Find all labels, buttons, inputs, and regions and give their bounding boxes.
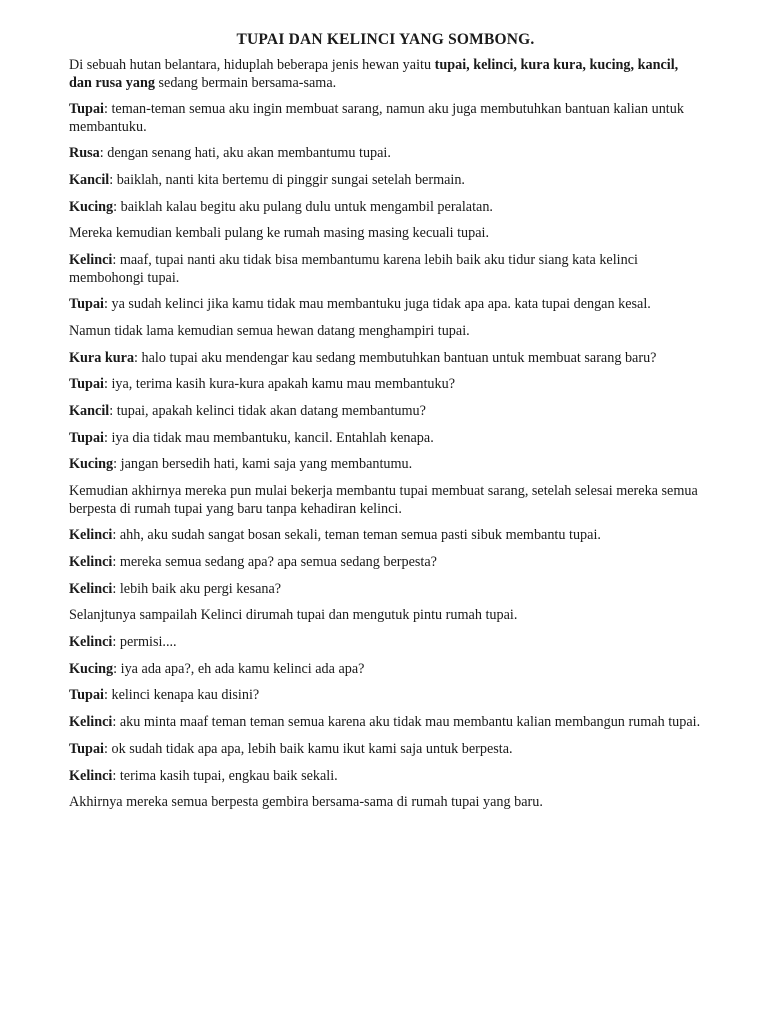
dialogue-line bbox=[69, 430, 702, 448]
dialogue-text: : aku minta maaf teman teman semua karena aku tidak mau membantu kalian membangun rumah tupai. bbox=[112, 714, 701, 731]
speaker-name: Kelinci bbox=[69, 252, 113, 269]
dialogue-line bbox=[69, 661, 702, 679]
speaker-name: Tupai bbox=[69, 376, 104, 393]
dialogue-line bbox=[69, 554, 702, 572]
speaker-name: Kelinci bbox=[69, 634, 113, 651]
dialogue-text: : baiklah, nanti kita bertemu di pinggir sungai setelah bermain. bbox=[109, 172, 465, 189]
dialogue-text: : mereka semua sedang apa? apa semua sedang berpesta? bbox=[112, 554, 437, 570]
dialogue-text: : ok sudah tidak apa apa, lebih baik kamu ikut kami saja untuk berpesta. bbox=[103, 740, 513, 757]
dialogue-line bbox=[69, 350, 702, 368]
dialogue-line bbox=[69, 714, 702, 732]
speaker-name: Tupai bbox=[69, 740, 104, 757]
document-title: TUPAI DAN KELINCI YANG SOMBONG. bbox=[236, 31, 535, 48]
dialogue-line bbox=[69, 403, 702, 421]
narration-paragraph bbox=[69, 483, 702, 518]
speaker-name: Kancil bbox=[69, 403, 110, 420]
dialogue-text: : iya dia tidak mau membantuku, kancil. Entahlah kenapa. bbox=[103, 429, 434, 446]
speaker-name: Tupai bbox=[69, 296, 104, 313]
intro-text-end: sedang bermain bersama-sama. bbox=[154, 74, 337, 91]
speaker-name: Tupai bbox=[69, 687, 104, 704]
narration-text: Akhirnya mereka semua berpesta gembira bersama-sama di rumah tupai yang baru. bbox=[69, 794, 543, 811]
dialogue-text: : lebih baik aku pergi kesana? bbox=[112, 580, 282, 597]
dialogue-text: : terima kasih tupai, engkau baik sekali. bbox=[112, 767, 338, 784]
dialogue-text: : iya, terima kasih kura-kura apakah kamu mau membantuku? bbox=[103, 376, 456, 393]
dialogue-line bbox=[69, 741, 702, 759]
dialogue-line bbox=[69, 145, 702, 163]
speaker-name: Kelinci bbox=[69, 767, 113, 784]
narration-paragraph bbox=[69, 323, 702, 341]
dialogue-text: : baiklah kalau begitu aku pulang dulu untuk mengambil peralatan. bbox=[113, 198, 493, 215]
dialogue-line bbox=[69, 581, 702, 599]
intro-animals: tupai, kelinci, kura kura, kucing, kancil, dan rusa yang bbox=[69, 57, 679, 91]
dialogue-line bbox=[69, 101, 702, 136]
dialogue-text: : iya ada apa?, eh ada kamu kelinci ada apa? bbox=[113, 660, 365, 677]
dialogue-line bbox=[69, 172, 702, 190]
dialogue-text: : jangan bersedih hati, kami saja yang membantumu. bbox=[113, 456, 413, 473]
speaker-name: Rusa bbox=[69, 145, 100, 162]
narration-paragraph bbox=[69, 794, 702, 812]
dialogue-line bbox=[69, 199, 702, 217]
narration-text: Kemudian akhirnya mereka pun mulai bekerja membantu tupai membuat sarang, setelah selesai mereka semua berpesta di rumah tupai yang baru tanpa kehadiran kelinci. bbox=[69, 483, 698, 517]
dialogue-text: : tupai, apakah kelinci tidak akan datang membantumu? bbox=[109, 403, 426, 420]
dialogue-text: : halo tupai aku mendengar kau sedang membutuhkan bantuan untuk membuat sarang baru? bbox=[134, 349, 657, 366]
intro-text: Di sebuah hutan belantara, hiduplah beberapa jenis hewan yaitu bbox=[69, 57, 435, 73]
narration-text: Namun tidak lama kemudian semua hewan datang menghampiri tupai. bbox=[69, 323, 470, 339]
speaker-name: Kelinci bbox=[69, 714, 113, 731]
speaker-name: Tupai bbox=[69, 101, 104, 118]
dialogue-line bbox=[69, 296, 702, 314]
speaker-name: Kucing bbox=[69, 456, 114, 473]
dialogue-line bbox=[69, 634, 702, 652]
dialogue bbox=[69, 101, 702, 812]
speaker-name: Kelinci bbox=[69, 580, 113, 597]
narration-paragraph bbox=[69, 225, 702, 243]
speaker-name: Tupai bbox=[69, 429, 104, 446]
speaker-name: Kucing bbox=[69, 198, 114, 215]
dialogue-text: : permisi.... bbox=[112, 634, 177, 651]
dialogue-line bbox=[69, 456, 702, 474]
dialogue-text: : ahh, aku sudah sangat bosan sekali, teman teman semua pasti sibuk membantu tupai. bbox=[112, 527, 601, 544]
dialogue-text: : teman-teman semua aku ingin membuat sarang, namun aku juga membutuhkan bantuan kalian untuk membantuku. bbox=[69, 101, 684, 135]
narration-text: Mereka kemudian kembali pulang ke rumah masing masing kecuali tupai. bbox=[69, 225, 489, 242]
narration-text: Selanjtunya sampailah Kelinci dirumah tupai dan mengutuk pintu rumah tupai. bbox=[69, 607, 518, 624]
speaker-name: Kucing bbox=[69, 660, 114, 677]
dialogue-line bbox=[69, 376, 702, 394]
speaker-name: Kelinci bbox=[69, 527, 113, 544]
dialogue-text: : kelinci kenapa kau disini? bbox=[103, 687, 260, 704]
dialogue-line bbox=[69, 527, 702, 545]
speaker-name: Kelinci bbox=[69, 554, 113, 570]
dialogue-line bbox=[69, 687, 702, 705]
speaker-name: Kancil bbox=[69, 172, 110, 189]
dialogue-text: : ya sudah kelinci jika kamu tidak mau membantuku juga tidak apa apa. kata tupai dengan kesal. bbox=[103, 296, 651, 313]
narration-paragraph bbox=[69, 607, 702, 625]
intro-paragraph bbox=[69, 57, 702, 92]
dialogue-line bbox=[69, 768, 702, 786]
speaker-name: Kura kura bbox=[69, 349, 135, 366]
dialogue-text: : maaf, tupai nanti aku tidak bisa membantumu karena lebih baik aku tidur siang kata kelinci membohongi tupai. bbox=[69, 252, 638, 286]
dialogue-text: : dengan senang hati, aku akan membantumu tupai. bbox=[99, 145, 391, 162]
dialogue-line bbox=[69, 252, 702, 287]
